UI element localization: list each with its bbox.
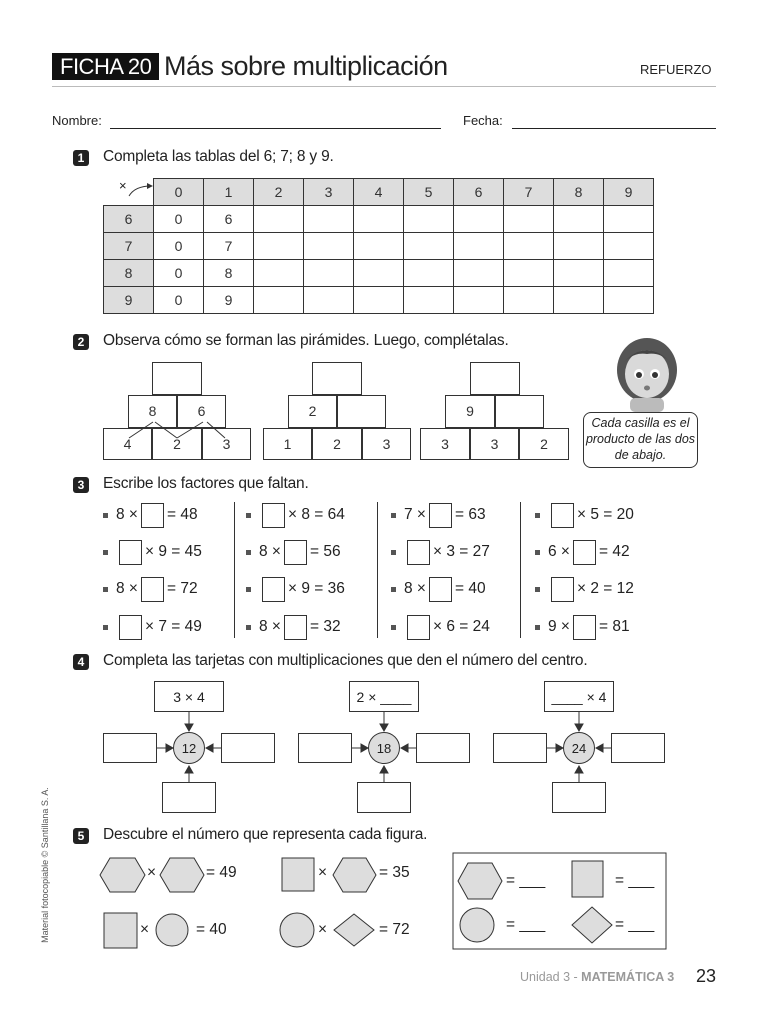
table-cell[interactable]: 6 — [204, 206, 254, 233]
hexagon-icon — [458, 863, 502, 899]
shape-equation-result: = 40 — [196, 921, 227, 938]
square-icon — [282, 858, 314, 891]
square-icon — [104, 913, 137, 948]
table-cell[interactable]: 8 — [204, 260, 254, 287]
factor-equation: 8 × = 72 — [103, 576, 198, 602]
table-cell[interactable]: 9 — [204, 287, 254, 314]
table-header-cell: 7 — [504, 179, 554, 206]
row-label: 9 — [104, 287, 154, 314]
pyramid-base-box: 3 — [470, 428, 519, 460]
square-answer[interactable]: = ___ — [615, 872, 655, 889]
factor-equation: × 9 = 45 — [103, 539, 202, 565]
row-label: 7 — [104, 233, 154, 260]
factor-equation: 8 × = 56 — [246, 539, 341, 565]
circle-icon — [156, 914, 188, 946]
factor-equation: × 2 = 12 — [535, 576, 634, 602]
copyright-note: Material fotocopiable © Santillana S. A. — [40, 787, 50, 943]
factor-equation: × 5 = 20 — [535, 502, 634, 528]
shape-equation-result: = 72 — [379, 921, 410, 938]
factor-equation: 8 × = 32 — [246, 614, 341, 640]
circle-answer[interactable]: = ___ — [506, 916, 546, 933]
factor-equation: 7 × = 63 — [391, 502, 486, 528]
table-header-cell: 4 — [354, 179, 404, 206]
multiply-corner-label: × — [119, 178, 127, 193]
exercise-3-instruction: Escribe los factores que faltan. — [103, 475, 309, 492]
top-card: 2 × ____ — [349, 681, 419, 712]
factor-equation: × 8 = 64 — [246, 502, 345, 528]
table-header-cell: 9 — [604, 179, 654, 206]
table-cell[interactable]: 0 — [154, 233, 204, 260]
table-cell[interactable]: 7 — [204, 233, 254, 260]
exercise-5-number: 5 — [73, 828, 89, 844]
pyramid-mid-box[interactable]: 2 — [288, 395, 337, 428]
factor-equation: 8 × = 40 — [391, 576, 486, 602]
circle-icon — [280, 913, 314, 947]
exercise-4-number: 4 — [73, 654, 89, 670]
row-label: 6 — [104, 206, 154, 233]
factor-equation: × 9 = 36 — [246, 576, 345, 602]
square-icon — [572, 861, 603, 897]
name-label: Nombre: — [52, 113, 102, 128]
level-label: REFUERZO — [640, 62, 712, 77]
exercise-2-number: 2 — [73, 334, 89, 350]
table-header-cell: 8 — [554, 179, 604, 206]
center-number: 12 — [173, 732, 205, 764]
pyramid-base-box: 4 — [103, 428, 152, 460]
table-header-cell: 3 — [304, 179, 354, 206]
center-number: 18 — [368, 732, 400, 764]
table-header-cell: 5 — [404, 179, 454, 206]
diamond-icon — [572, 907, 612, 943]
hint-bubble: Cada casilla es el producto de las dos de abajo. — [583, 412, 698, 468]
shape-equation-result: = 35 — [379, 864, 410, 881]
row-label: 8 — [104, 260, 154, 287]
diamond-icon — [334, 914, 374, 946]
circle-icon — [460, 908, 494, 942]
ficha-tag: FICHA 20 — [52, 53, 159, 80]
hexagon-icon — [100, 858, 145, 892]
exercise-4-instruction: Completa las tarjetas con multiplicaciones que den el número del centro. — [103, 652, 588, 669]
hexagon-icon — [160, 858, 204, 892]
times-sign: × — [140, 921, 150, 938]
table-cell[interactable]: 0 — [154, 260, 204, 287]
exercise-2-instruction: Observa cómo se forman las pirámides. Luego, complétalas. — [103, 332, 509, 349]
factor-equation: 6 × = 42 — [535, 539, 630, 565]
exercise-1-number: 1 — [73, 150, 89, 166]
table-header-cell: 1 — [204, 179, 254, 206]
times-sign: × — [318, 864, 328, 881]
shape-equation-result: = 49 — [206, 864, 237, 881]
factor-equation: × 7 = 49 — [103, 614, 202, 640]
factor-equation: × 6 = 24 — [391, 614, 490, 640]
exercise-5-instruction: Descubre el número que representa cada figura. — [103, 826, 428, 843]
exercise-1-instruction: Completa las tablas del 6; 7; 8 y 9. — [103, 148, 334, 165]
pyramid-base-box: 3 — [420, 428, 470, 460]
pyramid-mid-box[interactable]: 9 — [445, 395, 495, 428]
pyramid-mid-box[interactable]: 8 — [128, 395, 177, 428]
date-label: Fecha: — [463, 113, 503, 128]
pyramid-mid-box[interactable]: 6 — [177, 395, 226, 428]
pyramid-base-box: 2 — [519, 428, 569, 460]
table-cell[interactable]: 0 — [154, 287, 204, 314]
center-number: 24 — [563, 732, 595, 764]
factor-equation: × 3 = 27 — [391, 539, 490, 565]
page-number: 23 — [696, 966, 717, 986]
factor-equation: 9 × = 81 — [535, 614, 630, 640]
factor-equation: 8 × = 48 — [103, 502, 198, 528]
pyramid-base-box: 2 — [152, 428, 202, 460]
table-header-cell: 6 — [454, 179, 504, 206]
times-sign: × — [318, 921, 328, 938]
times-sign: × — [147, 864, 157, 881]
table-header-cell: 2 — [254, 179, 304, 206]
pyramid-base-box: 2 — [312, 428, 362, 460]
pyramid-base-box: 1 — [263, 428, 312, 460]
page-title: Más sobre multiplicación — [164, 51, 448, 81]
pyramid-base-box: 3 — [362, 428, 411, 460]
exercise-3-number: 3 — [73, 477, 89, 493]
hexagon-answer[interactable]: = ___ — [506, 872, 546, 889]
footer-unit: Unidad 3 - MATEMÁTICA 3 — [520, 970, 675, 984]
pyramid-base-box: 3 — [202, 428, 251, 460]
diamond-answer[interactable]: = ___ — [615, 916, 655, 933]
table-cell[interactable]: 0 — [154, 206, 204, 233]
hexagon-icon — [333, 858, 376, 892]
top-card: ____ × 4 — [544, 681, 614, 712]
top-card: 3 × 4 — [154, 681, 224, 712]
table-header-cell: 0 — [154, 179, 204, 206]
